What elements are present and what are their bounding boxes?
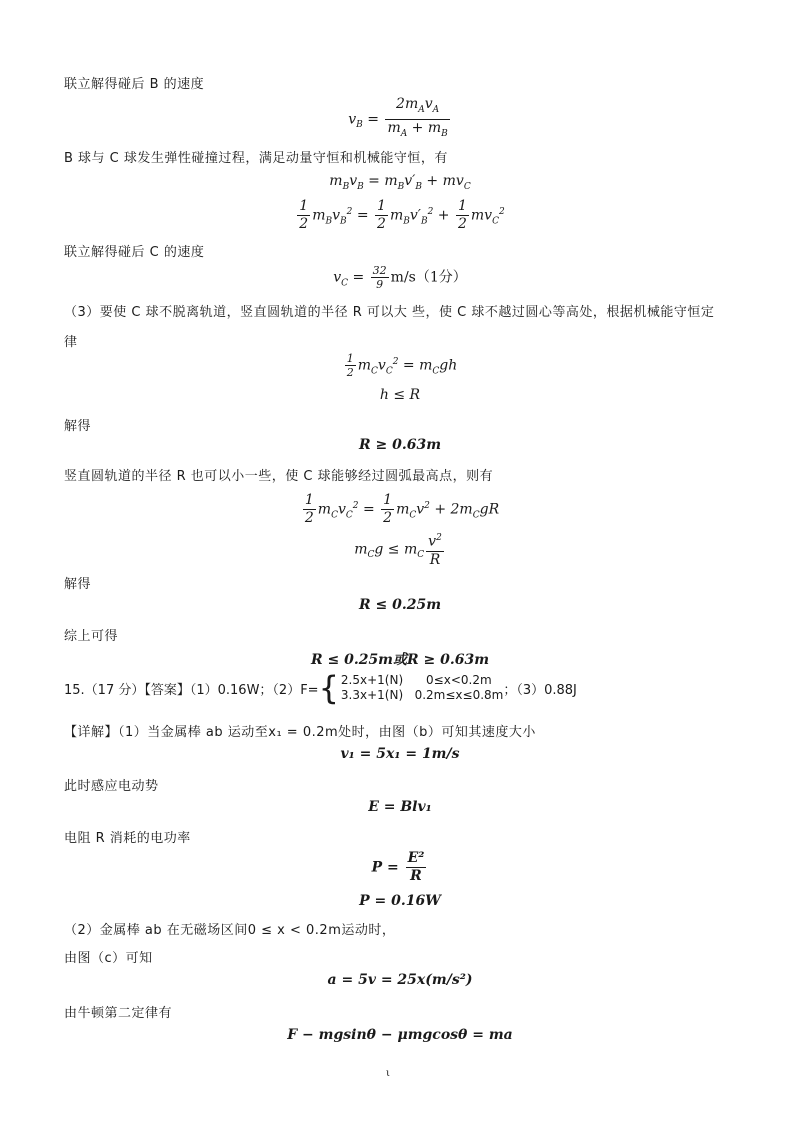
text-line: （3）要使 C 球不脱离轨道，竖直圆轨道的半径 R 可以大 些，使 C 球不越过圆心等高处，根据机械能守恒定 — [64, 305, 715, 320]
text-line: 电阻 R 消耗的电功率 — [64, 831, 191, 846]
text-line: 联立解得碰后 B 的速度 — [64, 77, 205, 92]
equation-emf: E = Blv₁ — [368, 799, 432, 815]
answer-15-tail: ；（3）0.88J — [503, 682, 577, 698]
equation-momentum: $m_Bv_B = m_Bv'_B + mv_C$ — [329, 173, 471, 192]
equation-r-le: R ≤ 0.25m — [358, 597, 442, 613]
text-line: 解得 — [64, 577, 92, 592]
equation-newton: F − mgsinθ − μmgcosθ = ma — [287, 1027, 513, 1043]
equation-centripetal: $m_Cg \le m_C$ $\frac{v^2}{R}$ — [0, 530, 800, 569]
text-line: 律 — [64, 335, 78, 350]
equation-v1: v₁ = 5x₁ = 1m/s — [340, 746, 460, 762]
text-line: （2）金属棒 ab 在无磁场区间0 ≤ x < 0.2m运动时， — [64, 923, 396, 938]
text-line: 竖直圆轨道的半径 R 也可以小一些，使 C 球能够经过圆弧最高点，则有 — [64, 469, 494, 484]
text-line: B 球与 C 球发生弹性碰撞过程，满足动量守恒和机械能守恒，有 — [64, 151, 448, 166]
equation-r-final: R ≤ 0.25m或R ≥ 0.63m — [310, 652, 490, 668]
equation-energy-top: $\frac{1}{2}$ $m_Cv_C^2$ = $\frac{1}{2}$ $m_Cv^2 + 2m_CgR$ — [304, 492, 500, 526]
text-line: 综上可得 — [64, 629, 119, 644]
piece-row-1: 2.5x+1(N) 0≤x<0.2m — [340, 673, 492, 687]
text-line: 由牛顿第二定律有 — [64, 1006, 173, 1021]
equation-r-ge: R ≥ 0.63m — [358, 437, 442, 453]
text-line: 由图（c）可知 — [64, 951, 153, 966]
text-line: 此时感应电动势 — [64, 779, 159, 794]
equation-energy: $\frac{1}{2}$ $m_Bv_B^2$ = $\frac{1}{2}$ $m_Bv'_B^2$ + $\frac{1}{2}$ $mv_C^2$ — [299, 198, 505, 232]
equation-energy-h: $\frac{1}{2}$ $m_Cv_C^2 = m_Cgh$ — [346, 352, 458, 379]
text-line: 【详解】（1）当金属棒 ab 运动至x₁ = 0.2m处时，由图（b）可知其速度大小 — [64, 725, 536, 740]
equation-vb: $v_B$ = $\frac{2m_Av_A}{m_A + m_B}$ — [348, 96, 448, 139]
page-mark: ι — [386, 1068, 390, 1079]
equation-power-value: P = 0.16W — [359, 893, 441, 909]
equation-accel: a = 5v = 25x(m/s²) — [327, 972, 473, 988]
equation-h-le-r: h ≤ R — [379, 387, 421, 403]
equation-power: P = $\frac{\text{E²}}{R}$ — [371, 850, 425, 884]
answer-15 — [64, 669, 577, 707]
answer-15-head: 15.（17 分）【答案】（1）0.16W；（2）F= — [64, 682, 319, 698]
equation-vc: $v_C$ = $\frac{32}{9}$ m/s（1分） — [333, 264, 467, 291]
piece-row-2: 3.3x+1(N) 0.2m≤x≤0.8m — [340, 688, 504, 702]
text-line: 联立解得碰后 C 的速度 — [64, 245, 205, 260]
text-line: 解得 — [64, 419, 92, 434]
piecewise-force: { 2.5x+1(N) 0≤x<0.2m 3.3x+1(N) 0.2m≤x≤0.8m — [318, 669, 504, 707]
